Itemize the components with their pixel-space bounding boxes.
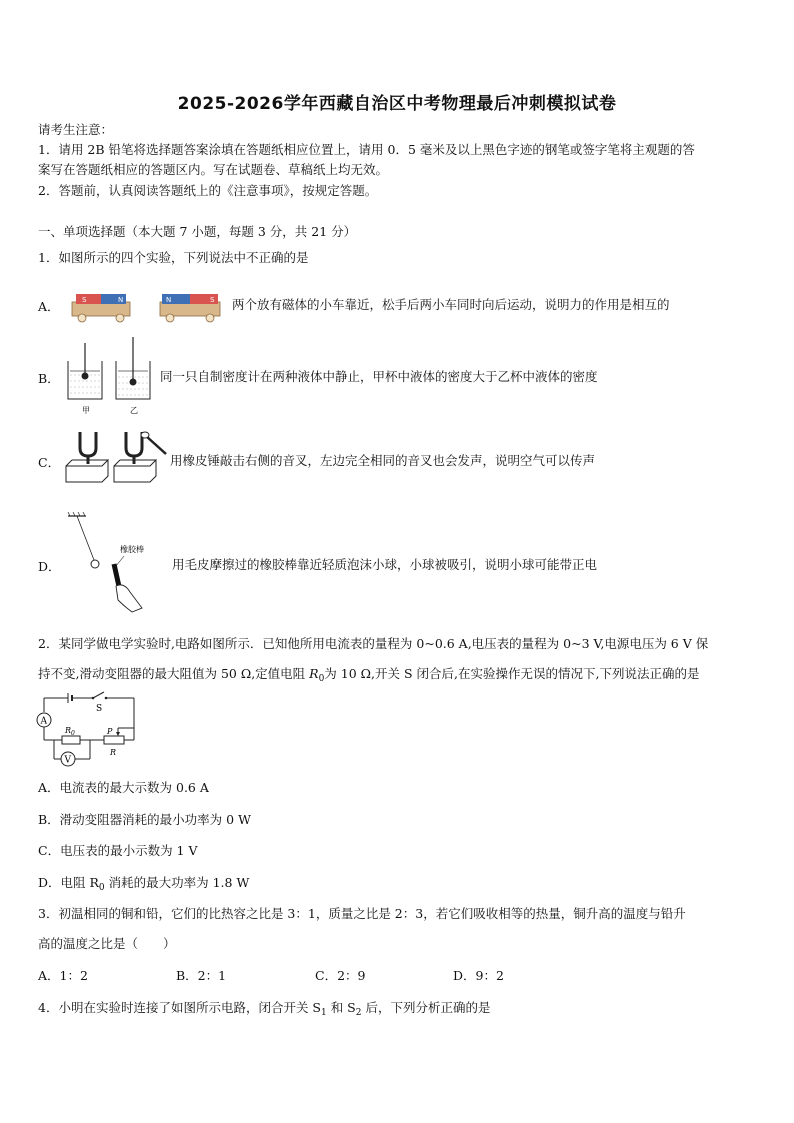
q4-s1-subscript: 1: [321, 1008, 327, 1018]
magnet-1-pole-n: N: [118, 296, 124, 304]
q1-option-c-label: C．: [38, 455, 61, 470]
circuit-switch-label: S: [96, 704, 103, 714]
q1-option-d-label: D．: [38, 559, 61, 574]
cup-jia-label: 甲: [82, 406, 90, 415]
ammeter-symbol: A: [40, 716, 47, 727]
q4-stem-post: 后，下列分析正确的是: [361, 1000, 491, 1015]
page-title: 2025-2026学年西藏自治区中考物理最后冲刺模拟试卷: [177, 94, 617, 114]
q3-option-a: A．1：2: [38, 968, 88, 983]
q2-line2-part-b: 为 10 Ω,开关 S 闭合后,在实验操作无误的情况下,下列说法正确的是: [324, 666, 700, 681]
magnet-2-pole-s: S: [210, 296, 215, 304]
q3-option-d: D．9：2: [453, 968, 504, 983]
q4-stem-pre: 4．小明在实验时连接了如图所示电路，闭合开关 S: [38, 1000, 321, 1015]
question-2-line-2: [38, 665, 699, 688]
notice-heading: 请考生注意：: [38, 122, 114, 137]
magnet-2-pole-n: N: [166, 296, 172, 304]
q2-circuit-diagram: [34, 690, 144, 772]
question-3-line-2: 高的温度之比是（ ）: [38, 936, 176, 951]
magnet-carts-figure: [70, 290, 230, 324]
q2-option-d-pre: D．电阻 R: [38, 875, 99, 890]
magnet-1-pole-s: S: [82, 296, 87, 304]
q1-option-b-text: 同一只自制密度计在两种液体中静止，甲杯中液体的密度大于乙杯中液体的密度: [160, 369, 598, 384]
question-3-line-1: 3．初温相同的铜和铅，它们的比热容之比是 3：1，质量之比是 2：3，若它们吸收相等的热量，铜升高的温度与铅升: [38, 906, 686, 921]
q2-option-d-sub: 0: [98, 883, 105, 893]
q3-option-b: B．2：1: [176, 968, 227, 983]
q4-s2-subscript: 2: [355, 1008, 362, 1018]
q1-option-a-label: A．: [38, 299, 60, 314]
q1-option-b-label: B．: [38, 371, 60, 386]
rubber-rod-label: 橡胶棒: [120, 545, 144, 554]
cup-yi-label: 乙: [130, 406, 138, 415]
notice-line-1a: 1．请用 2B 铅笔将选择题答案涂填在答题纸相应位置上，请用 0．5 毫米及以上黑色字迹的钢笔或签字笔将主观题的答: [38, 142, 695, 157]
q2-r0-subscript: 0: [318, 674, 325, 684]
hydrometer-cups-figure: [66, 333, 156, 419]
r0-label: $R_0$: [65, 726, 75, 737]
q2-line2-part-a: 持不变,滑动变阻器的最大阻值为 50 Ω,定值电阻: [38, 666, 310, 681]
section-heading: 一、单项选择题（本大题 7 小题，每题 3 分，共 21 分）: [38, 224, 357, 239]
q2-option-a: A．电流表的最大示数为 0.6 A: [38, 780, 209, 795]
q2-option-b: B．滑动变阻器消耗的最小功率为 0 W: [38, 812, 251, 827]
q1-option-a-text: 两个放有磁体的小车靠近，松手后两小车同时向后运动，说明力的作用是相互的: [232, 297, 670, 312]
q3-option-c: C．2：9: [315, 968, 366, 983]
question-1-stem: 1．如图所示的四个实验，下列说法中不正确的是: [38, 250, 309, 265]
notice-line-2: 2．答题前，认真阅读答题纸上的《注意事项》，按规定答题。: [38, 183, 378, 198]
question-4-stem: [38, 999, 490, 1022]
slider-p-label: P: [107, 727, 113, 736]
question-2-line-1: 2．某同学做电学实验时,电路如图所示．已知他所用电流表的量程为 0~0.6 A,电压表的量程为 0~3 V,电源电压为 6 V 保: [38, 636, 709, 651]
q1-option-d-text: 用毛皮摩擦过的橡胶棒靠近轻质泡沫小球，小球被吸引，说明小球可能带正电: [172, 557, 598, 572]
rheostat-r-label: R: [110, 748, 117, 757]
voltmeter-symbol: V: [64, 755, 71, 766]
q2-r0-symbol: R: [309, 666, 319, 681]
q2-option-c: C．电压表的最小示数为 1 V: [38, 843, 198, 858]
tuning-forks-figure: [64, 428, 168, 490]
notice-line-1b: 案写在答题纸相应的答题区内。写在试题卷、草稿纸上均无效。: [38, 162, 389, 177]
q1-option-c-text: 用橡皮锤敲击右侧的音叉，左边完全相同的音叉也会发声，说明空气可以传声: [170, 453, 596, 468]
rubber-rod-ball-figure: [66, 508, 176, 614]
q2-option-d: [38, 874, 249, 897]
q2-option-d-post: 消耗的最大功率为 1.8 W: [104, 875, 250, 890]
q4-stem-mid: 和 S: [326, 1000, 356, 1015]
